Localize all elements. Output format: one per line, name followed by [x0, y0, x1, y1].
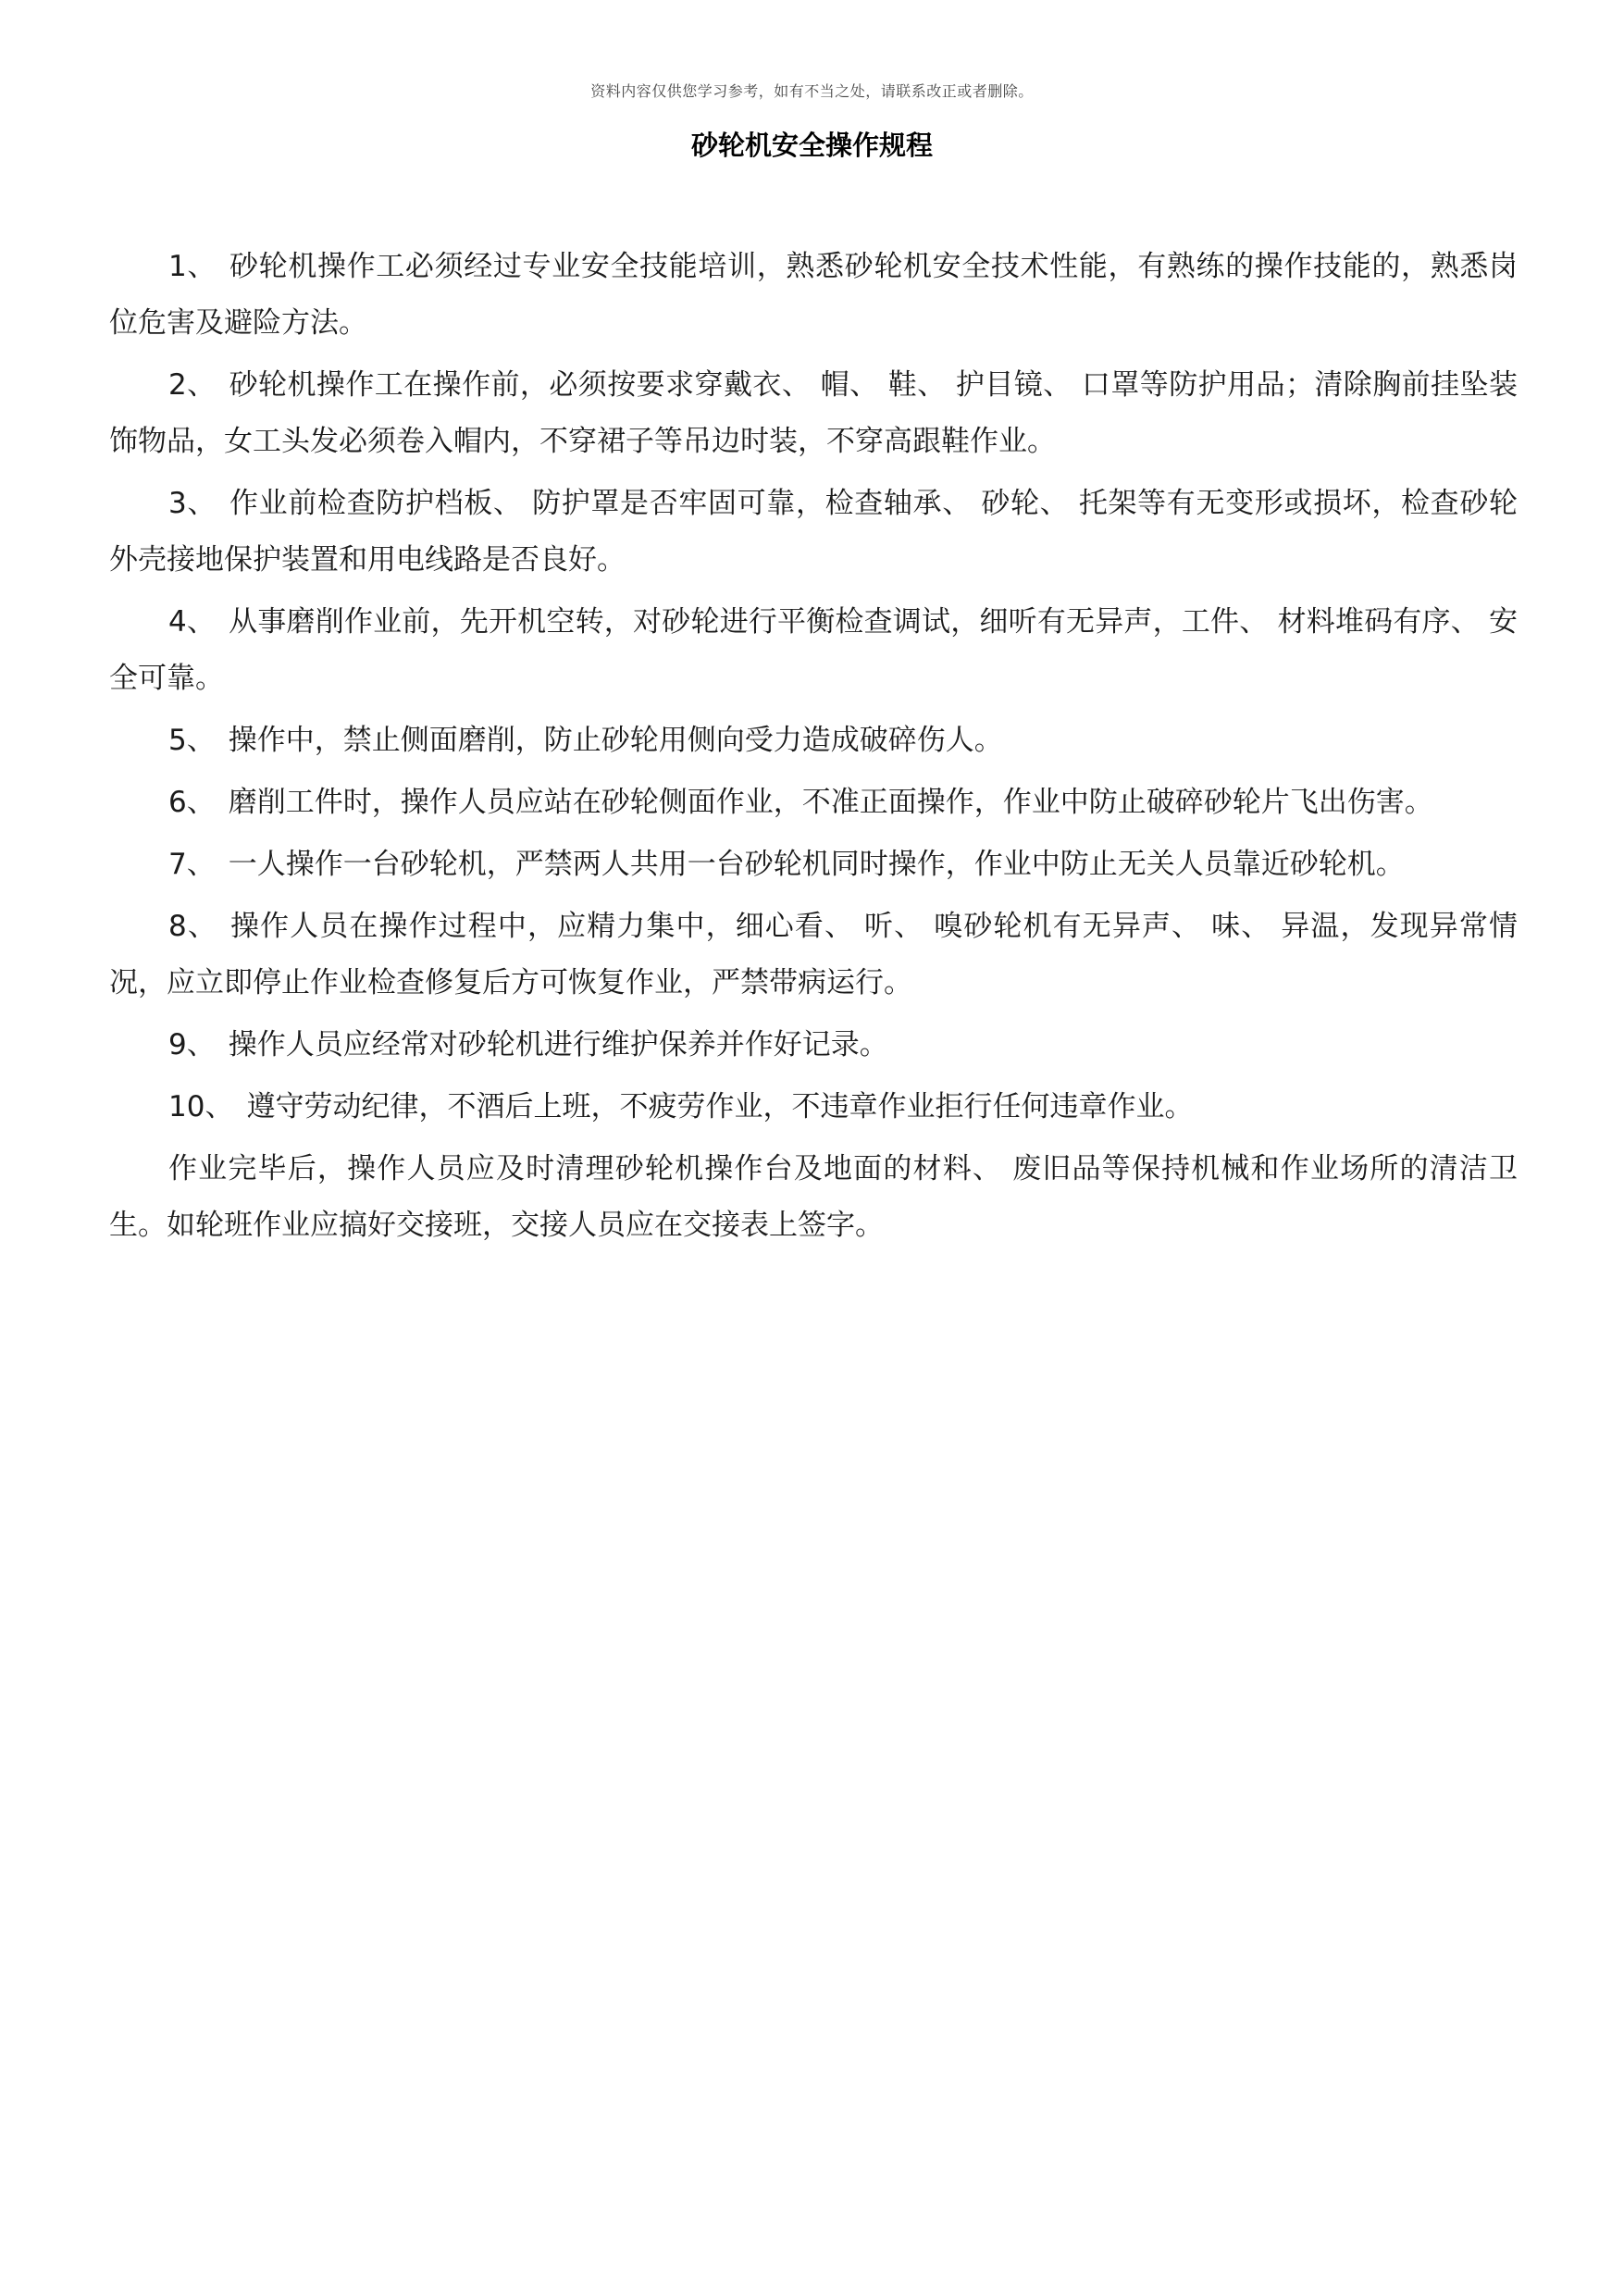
- item-number: 2、: [168, 368, 217, 402]
- list-item: [109, 476, 1518, 589]
- list-item: [109, 713, 1518, 769]
- document-body: [109, 239, 1518, 1260]
- item-number: 3、: [168, 487, 217, 520]
- item-number: 7、: [168, 848, 216, 881]
- header-disclaimer: 资料内容仅供您学习参考，如有不当之处，请联系改正或者删除。: [590, 82, 1034, 100]
- item-number: 9、: [168, 1028, 216, 1061]
- list-item: [109, 239, 1518, 352]
- list-item: [109, 899, 1518, 1011]
- item-text: 作业前检查防护档板、 防护罩是否牢固可靠，检查轴承、 砂轮、 托架等有无变形或损坏，检查砂轮外壳接地保护装置和用电线路是否良好。: [109, 487, 1518, 577]
- item-number: 5、: [168, 724, 216, 757]
- item-number: 8、: [168, 910, 217, 943]
- item-text: 砂轮机操作工在操作前，必须按要求穿戴衣、 帽、 鞋、 护目镜、 口罩等防护用品；清除胸前挂坠装饰物品，女工头发必须卷入帽内，不穿裙子等吊边时装，不穿高跟鞋作业。: [109, 368, 1518, 458]
- item-number: 10、: [168, 1090, 234, 1123]
- item-text: 一人操作一台砂轮机，严禁两人共用一台砂轮机同时操作，作业中防止无关人员靠近砂轮机。: [228, 848, 1405, 881]
- list-item: [109, 1017, 1518, 1074]
- item-text: 遵守劳动纪律，不酒后上班，不疲劳作业，不违章作业拒行任何违章作业。: [246, 1090, 1194, 1123]
- document-title: 砂轮机安全操作规程: [690, 130, 933, 161]
- item-number: 1、: [168, 250, 217, 283]
- item-text: 从事磨削作业前，先开机空转，对砂轮进行平衡检查调试，细听有无异声，工件、 材料堆码有序、 安全可靠。: [109, 605, 1518, 695]
- list-item: [109, 594, 1518, 707]
- list-item: [109, 357, 1518, 470]
- item-text: 操作人员应经常对砂轮机进行维护保养并作好记录。: [228, 1028, 888, 1061]
- item-text: 砂轮机操作工必须经过专业安全技能培训，熟悉砂轮机安全技术性能，有熟练的操作技能的，熟悉岗位危害及避险方法。: [109, 250, 1518, 340]
- item-number: 4、: [168, 605, 217, 639]
- list-item: [109, 775, 1518, 831]
- closing-paragraph: 作业完毕后，操作人员应及时清理砂轮机操作台及地面的材料、 废旧品等保持机械和作业场所的清洁卫生。如轮班作业应搞好交接班，交接人员应在交接表上签字。: [109, 1152, 1518, 1242]
- item-number: 6、: [168, 786, 216, 819]
- list-item: [109, 1079, 1518, 1136]
- item-text: 磨削工件时，操作人员应站在砂轮侧面作业，不准正面操作，作业中防止破碎砂轮片飞出伤害。: [228, 786, 1433, 819]
- item-text: 操作人员在操作过程中，应精力集中，细心看、 听、 嗅砂轮机有无异声、 味、 异温，发现异常情况，应立即停止作业检查修复后方可恢复作业，严禁带病运行。: [109, 910, 1518, 999]
- list-item: [109, 837, 1518, 893]
- item-text: 操作中，禁止侧面磨削，防止砂轮用侧向受力造成破碎伤人。: [228, 724, 1003, 757]
